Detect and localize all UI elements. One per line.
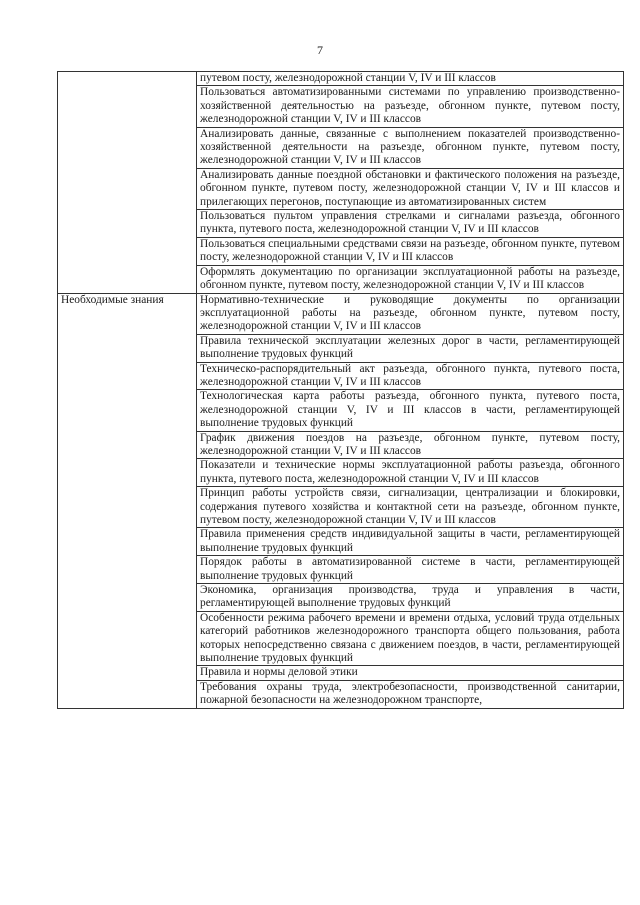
- cell-text: Пользоваться пультом управления стрелками и сигналами разъезда, обгонного пункта, путевого поста, железнодорожной станции V, IV и III классов: [200, 210, 620, 236]
- table-cell: [197, 431, 624, 459]
- cell-text: Правила технической эксплуатации железных дорог в части, регламентирующей выполнение трудовых функций: [200, 334, 620, 361]
- table-cell: [197, 611, 624, 666]
- cell-text: Правила и нормы деловой этики: [200, 666, 358, 679]
- cell-text: График движения поездов на разъезде, обгонном пункте, путевом посту, железнодорожной станции V, IV и III классов: [200, 431, 620, 457]
- table-cell: [197, 666, 624, 680]
- section-label-empty: [58, 72, 197, 294]
- page-number: 7: [317, 43, 323, 57]
- table-row: [58, 72, 624, 86]
- cell-text: Принцип работы устройств связи, сигнализации, централизации и блокировки, содержания путевого хозяйства и контактной сети на разъезде, обгонном пункте, путевом посту, железнодорожной станции V, IV и III классов: [200, 487, 620, 526]
- cell-text: Техническо-распорядительный акт разъезда, обгонного пункта, путевого поста, железнодорожной станции V, IV и III классов: [200, 362, 620, 388]
- table-cell: [197, 86, 624, 127]
- table-cell: [197, 265, 624, 293]
- cell-text: Порядок работы в автоматизированной системе в части, регламентирующей выполнение трудовых функций: [200, 556, 620, 582]
- cell-text: Особенности режима рабочего времени и времени отдыха, условий труда отдельных категорий работников железнодорожного транспорта общего пользования, работа которых непосредственно связана с движением поездов, в части, регламентирующей выполнение трудовых функций: [200, 611, 620, 665]
- table-cell: [197, 293, 624, 334]
- section-label-knowledge: Необходимые знания: [58, 293, 197, 708]
- table-cell: [197, 390, 624, 431]
- cell-text: Технологическая карта работы разъезда, обгонного пункта, путевого поста, железнодорожной станции V, IV и III классов в части, регламентирующей выполнение трудовых функций: [200, 390, 620, 430]
- cell-text: Пользоваться специальными средствами связи на разъезде, обгонном пункте, путевом посту, железнодорожной станции V, IV и III классов: [200, 237, 620, 264]
- table-cell: [197, 556, 624, 584]
- table-cell: [197, 459, 624, 487]
- cell-text: Экономика, организация производства, труда и управления в части, регламентирующей выполнение трудовых функций: [200, 584, 620, 610]
- cell-text: путевом посту, железнодорожной станции V, IV и III классов: [200, 72, 496, 84]
- cell-text: Правила применения средств индивидуальной защиты в части, регламентирующей выполнение трудовых функций: [200, 528, 620, 554]
- table-cell: [197, 72, 624, 86]
- table-cell: [197, 210, 624, 238]
- cell-text: Требования охраны труда, электробезопасности, производственной санитарии, пожарной безопасности на железнодорожном транспорте,: [200, 680, 620, 707]
- table-cell: [197, 584, 624, 612]
- cell-text: Анализировать данные, связанные с выполнением показателей производственно-хозяйственной деятельности на разъезде, обгонном пункте, путевом посту, железнодорожной станции V, IV и III классов: [200, 127, 620, 167]
- table-cell: [197, 487, 624, 528]
- competency-table: [57, 71, 624, 709]
- cell-text: Анализировать данные поездной обстановки и фактического положения на разъезде, обгонном пункте, путевом посту, железнодорожной станции V, IV и III классов и прилегающих перегонов, поступающие из автоматизированных систем: [200, 168, 620, 208]
- cell-text: Нормативно-технические и руководящие документы по организации эксплуатационной работы на разъезде, обгонном пункте, путевом посту, железнодорожной станции V, IV и III классов: [200, 293, 620, 333]
- table-cell: [197, 528, 624, 556]
- table-row: [58, 293, 624, 334]
- cell-text: Пользоваться автоматизированными системами по управлению производственно-хозяйственной деятельностью на разъезде, обгонном пункте, путевом посту, железнодорожной станции V, IV и III классов: [200, 86, 620, 126]
- table-cell: [197, 334, 624, 362]
- table-body: [58, 72, 624, 709]
- table-cell: [197, 127, 624, 168]
- table-cell: [197, 237, 624, 265]
- table-cell: [197, 680, 624, 708]
- cell-text: Показатели и технические нормы эксплуатационной работы разъезда, обгонного пункта, путевого поста, железнодорожной станции V, IV и III классов: [200, 459, 620, 485]
- table-cell: [197, 362, 624, 390]
- table-cell: [197, 168, 624, 209]
- cell-text: Оформлять документацию по организации эксплуатационной работы на разъезде, обгонном пункте, путевом посту, железнодорожной станции V, IV и III классов: [200, 265, 620, 292]
